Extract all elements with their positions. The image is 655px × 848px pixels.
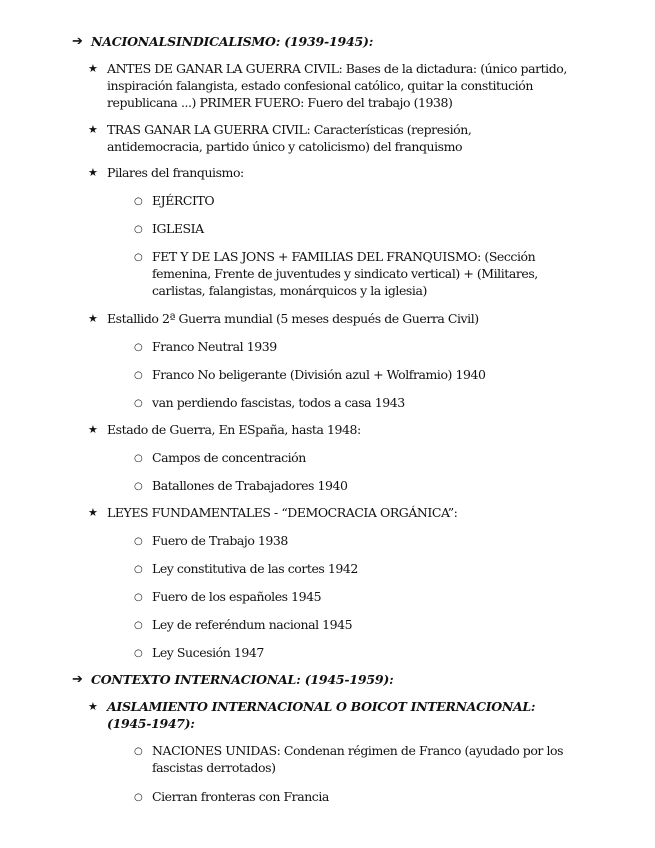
sub-list-item-text: Ley Sucesión 1947 xyxy=(152,645,264,660)
list-item xyxy=(88,60,568,111)
star-bullet-icon: ★ xyxy=(88,506,98,519)
star-bullet-icon: ★ xyxy=(88,123,98,136)
sub-list-item xyxy=(134,588,584,605)
sub-list-item xyxy=(134,366,584,383)
sub-list-item xyxy=(134,788,584,805)
arrow-bullet-icon: ➔ xyxy=(72,34,83,49)
circle-bullet-icon: ○ xyxy=(134,481,143,492)
arrow-bullet-icon: ➔ xyxy=(72,672,83,687)
sub-list-item-text: Fuero de Trabajo 1938 xyxy=(152,533,288,548)
section-heading xyxy=(72,671,632,688)
star-bullet-icon: ★ xyxy=(88,700,98,713)
circle-bullet-icon: ○ xyxy=(134,453,143,464)
sub-list-item-text: Ley de referéndum nacional 1945 xyxy=(152,617,353,632)
list-item-text: Pilares del franquismo: xyxy=(107,165,244,180)
sub-list-item xyxy=(134,644,584,661)
sub-list-item xyxy=(134,532,584,549)
sub-list-item-text: Ley constitutiva de las cortes 1942 xyxy=(152,561,358,576)
circle-bullet-icon: ○ xyxy=(134,370,143,381)
circle-bullet-icon: ○ xyxy=(134,252,143,263)
section-heading xyxy=(72,33,632,50)
circle-bullet-icon: ○ xyxy=(134,536,143,547)
circle-bullet-icon: ○ xyxy=(134,342,143,353)
list-item-text: Estallido 2ª Guerra mundial (5 meses después de Guerra Civil) xyxy=(107,311,479,326)
list-item xyxy=(88,164,568,181)
list-item xyxy=(88,421,568,438)
sub-list-item xyxy=(134,616,584,633)
section-heading-text: CONTEXTO INTERNACIONAL: (1945-1959): xyxy=(91,672,394,687)
sub-list-item-text: Franco No beligerante (División azul + Wolframio) 1940 xyxy=(152,367,486,382)
star-bullet-icon: ★ xyxy=(88,166,98,179)
star-bullet-icon: ★ xyxy=(88,423,98,436)
circle-bullet-icon: ○ xyxy=(134,398,143,409)
list-item-text: AISLAMIENTO INTERNACIONAL O BOICOT INTERNACIONAL: (1945-1947): xyxy=(107,699,536,731)
sub-list-item xyxy=(134,742,584,776)
sub-list-item xyxy=(134,220,584,237)
sub-list-item-text: NACIONES UNIDAS: Condenan régimen de Franco (ayudado por los fascistas derrotados) xyxy=(152,743,564,775)
list-item xyxy=(88,504,568,521)
sub-list-item xyxy=(134,449,584,466)
circle-bullet-icon: ○ xyxy=(134,224,143,235)
circle-bullet-icon: ○ xyxy=(134,746,143,757)
sub-list-item-text: van perdiendo fascistas, todos a casa 1943 xyxy=(152,395,405,410)
list-item xyxy=(88,698,568,732)
sub-list-item-text: Fuero de los españoles 1945 xyxy=(152,589,322,604)
circle-bullet-icon: ○ xyxy=(134,564,143,575)
circle-bullet-icon: ○ xyxy=(134,196,143,207)
circle-bullet-icon: ○ xyxy=(134,792,143,803)
sub-list-item-text: IGLESIA xyxy=(152,221,204,236)
circle-bullet-icon: ○ xyxy=(134,648,143,659)
list-item-text: LEYES FUNDAMENTALES - “DEMOCRACIA ORGÁNICA”: xyxy=(107,505,458,520)
star-bullet-icon: ★ xyxy=(88,62,98,75)
sub-list-item-text: Campos de concentración xyxy=(152,450,306,465)
list-item-text: TRAS GANAR LA GUERRA CIVIL: Características (represión, antidemocracia, partido único y catolicismo) del franquismo xyxy=(107,122,472,154)
sub-list-item xyxy=(134,248,584,299)
list-item-text: Estado de Guerra, En ESpaña, hasta 1948: xyxy=(107,422,361,437)
sub-list-item xyxy=(134,338,584,355)
sub-list-item-text: Franco Neutral 1939 xyxy=(152,339,277,354)
sub-list-item-text: EJÉRCITO xyxy=(152,193,215,208)
section-heading-text: NACIONALSINDICALISMO: (1939-1945): xyxy=(91,34,374,49)
list-item xyxy=(88,310,568,327)
sub-list-item-text: Cierran fronteras con Francia xyxy=(152,789,329,804)
sub-list-item xyxy=(134,394,584,411)
sub-list-item xyxy=(134,560,584,577)
sub-list-item xyxy=(134,477,584,494)
sub-list-item xyxy=(134,192,584,209)
sub-list-item-text: Batallones de Trabajadores 1940 xyxy=(152,478,348,493)
list-item xyxy=(88,121,568,155)
star-bullet-icon: ★ xyxy=(88,312,98,325)
list-item-text: ANTES DE GANAR LA GUERRA CIVIL: Bases de la dictadura: (único partido, inspiración falangista, estado confesional católico, quitar la constitución republicana ...) PRIMER FUERO: Fuero del trabajo (1938) xyxy=(107,61,567,110)
sub-list-item-text: FET Y DE LAS JONS + FAMILIAS DEL FRANQUISMO: (Sección femenina, Frente de juventudes y sindicato vertical) + (Militares, carlistas, falangistas, monárquicos y la iglesia) xyxy=(152,249,538,298)
circle-bullet-icon: ○ xyxy=(134,620,143,631)
circle-bullet-icon: ○ xyxy=(134,592,143,603)
